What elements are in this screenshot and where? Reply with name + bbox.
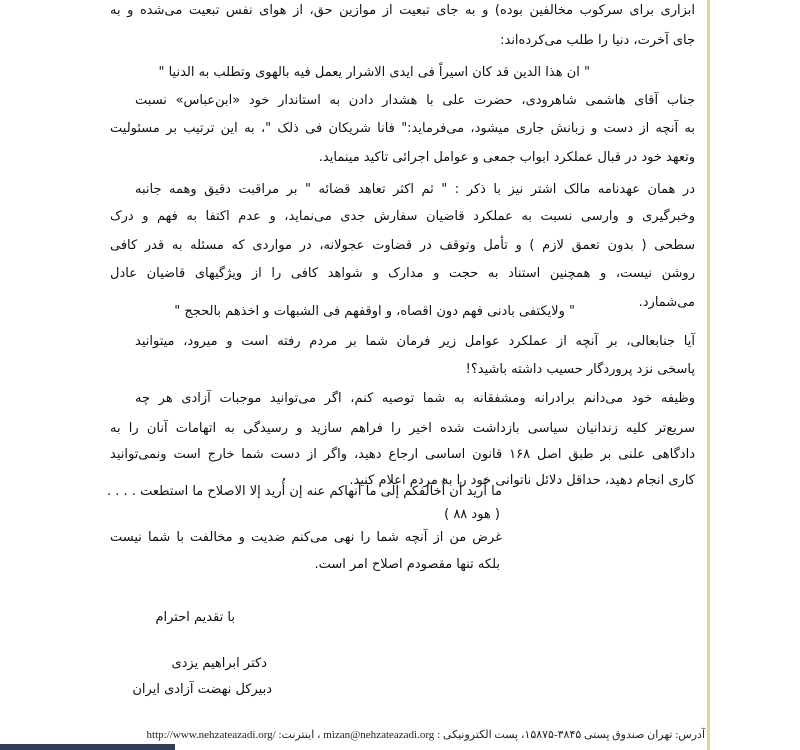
footer-internet-label: ، اینترنت: — [278, 729, 321, 741]
corner-bar — [0, 744, 175, 750]
quran-verse: ما أُرید أن أُخالفکم إلی ما أنهاکم عنه إن أُرید إلا الاصلاح ما استطعت . . . . — [107, 484, 502, 499]
page-border-rule — [707, 0, 710, 750]
body-line: می‌شمارد. — [638, 295, 695, 310]
footer-contact — [147, 728, 705, 741]
body-line: در همان عهدنامه مالک اشتر نیز با ذکر : " ثم اکثر تعاهد قضائه " بر مراقبت دقیق وهمه جانبه — [135, 182, 695, 197]
body-line: جای آخرت، دنیا را طلب می‌کرده‌اند: — [500, 33, 695, 48]
signer-name: دکتر ابراهیم یزدی — [171, 656, 267, 671]
quran-reference: ( هود ۸۸ ) — [444, 507, 500, 522]
body-line: جناب آقای هاشمی شاهرودی، حضرت علی با هشدار دادن به استاندار خود «ابن‌عباس» نسبت — [135, 93, 695, 108]
body-line: روشن نیست، و همچنین استناد به حجت و مدارک و شواهد کافی را از ویژگیهای قاضیان عادل — [110, 266, 695, 281]
body-line: آیا جنابعالی، بر آنچه از عملکرد عوامل زیر فرمان شما بر مردم رفته است و میرود، میتوانید — [135, 334, 695, 349]
body-line: وظیفه خود می‌دانم برادرانه ومشفقانه به شما توصیه کنم، اگر می‌توانید موجبات آزادی هر چه — [135, 391, 695, 406]
verse-translation: بلکه تنها مقصودم اصلاح امر است. — [314, 557, 500, 572]
body-line: دادگاهی علنی بر طبق اصل ۱۶۸ قانون اساسی ارجاع دهید، واگر از دست شما خارج است ونمی‌توانید — [110, 447, 695, 462]
body-line: به آنچه از دست و زبانش جاری میشود، می‌فرماید:" فانا شریکان فی ذلک "، به این ترتیب بر مسئولیت — [110, 121, 695, 136]
body-line: پاسخی نزد پروردگار حسیب داشته باشید؟! — [465, 362, 695, 377]
body-line: سریع‌تر کلیه زندانیان سیاسی بازداشت شده اخیر را فراهم سازید و رسیدگی به اتهامات آنان را به — [110, 421, 695, 436]
footer-url[interactable]: http://www.nehzateazadi.org/ — [146, 729, 276, 741]
signer-title: دبیرکل نهضت آزادی ایران — [132, 682, 272, 697]
closing-salutation: با تقدیم احترام — [155, 610, 235, 625]
body-line: وتعهد خود در قبال عملکرد ابواب جمعی و عوامل اجرائی تاکید مینماید. — [318, 150, 695, 165]
body-line: کاری انجام دهید، حداقل دلائل ناتوانی خود را به مردم اعلام کنید. — [349, 473, 695, 488]
body-line: وخبرگیری و وارسی نسبت به عملکرد قاضیان سفارش جدی می‌نماید، و عدم اکتفا به فهم و درک — [110, 209, 695, 224]
arabic-quote: " ولایکتفی بادنی فهم دون اقصاه، و اوقفهم فی الشبهات و اخذهم بالحجج " — [174, 304, 575, 319]
footer-email[interactable]: mizan@nehzateazadi.org — [323, 729, 435, 741]
body-line: ابزاری برای سرکوب مخالفین بوده) و به جای تبعیت از موازین حق، از هوای نفس تبعیت می‌شده و به — [110, 3, 695, 18]
body-line: سطحی ( بدون تعمق لازم ) و تأمل وتوقف در قضاوت عجولانه، در مواردی که مسئله به قدر کافی — [110, 238, 695, 253]
footer-address: آدرس: تهران صندوق پستی ۳۸۴۵-۱۵۸۷۵، پست الکترونیکی : — [437, 729, 705, 741]
verse-translation: غرض من از آنچه شما را نهی می‌کنم ضدیت و مخالفت با شما نیست — [110, 530, 502, 545]
arabic-quote: " ان هذا الدین قد کان اسیراً فی ایدی الاشرار یعمل فیه بالهوی وتطلب به الدنیا " — [158, 65, 590, 80]
